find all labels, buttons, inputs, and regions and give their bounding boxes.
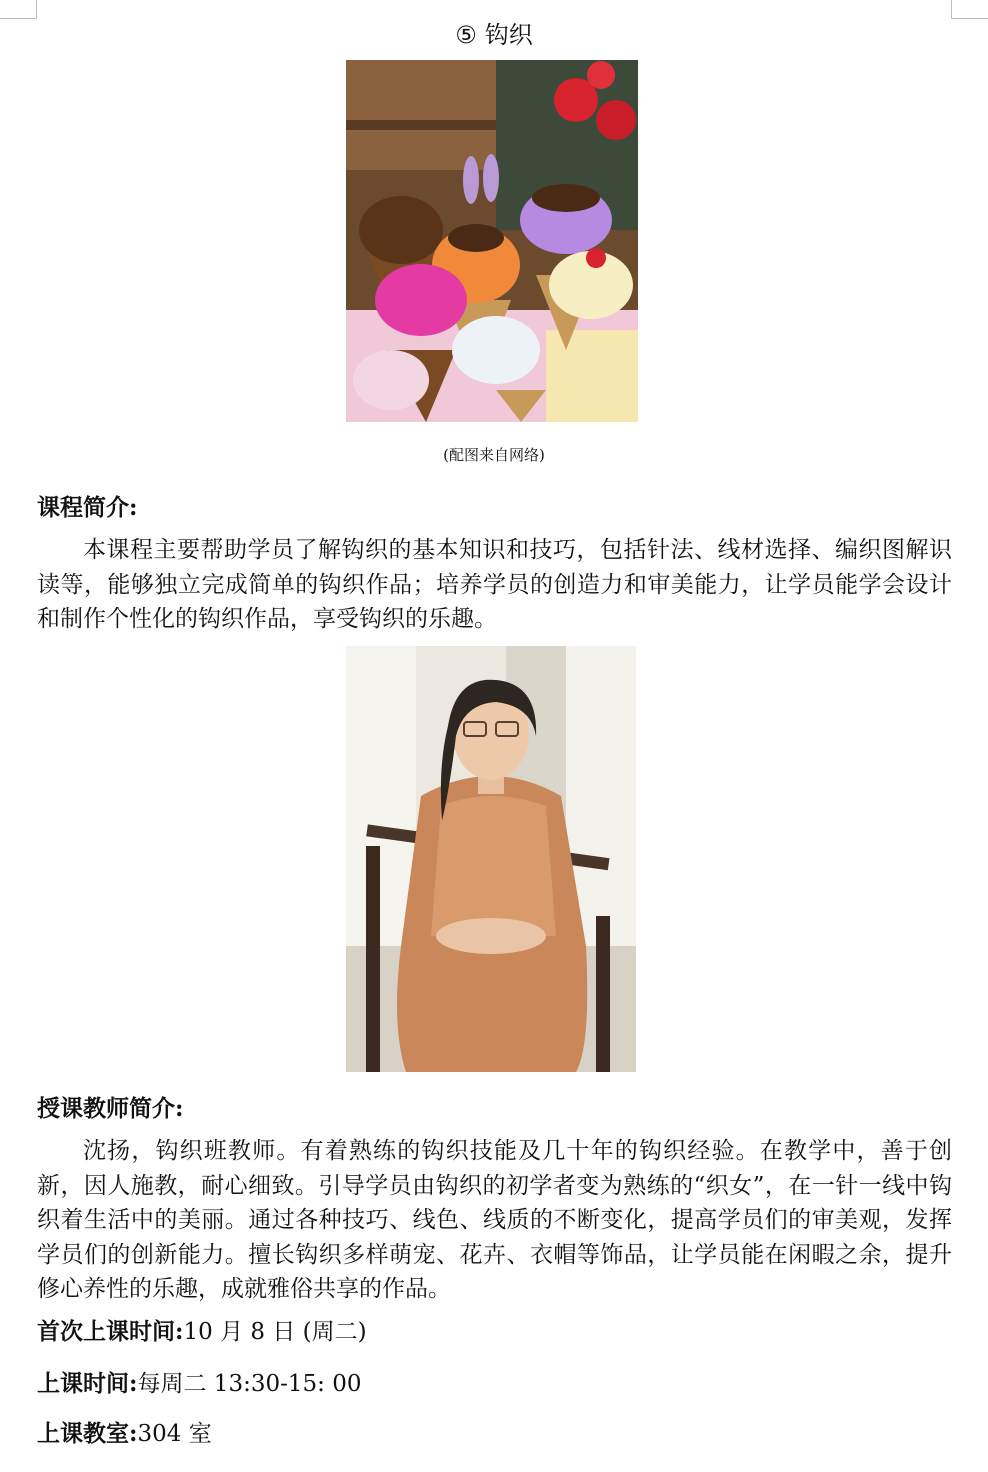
- image-caption: (配图来自网络): [443, 446, 545, 464]
- section-number: ⑤: [455, 21, 477, 49]
- first-class-time-label: 首次上课时间:: [37, 1318, 184, 1345]
- first-class-time-value: 10 月 8 日 (周二): [183, 1319, 367, 1345]
- class-time-value: 每周二 13:30-15: 00: [137, 1371, 362, 1397]
- first-class-time: [37, 1316, 367, 1348]
- classroom-label: 上课教室:: [37, 1420, 138, 1447]
- section-title: 钩织: [484, 21, 533, 49]
- class-time: [37, 1368, 361, 1400]
- crochet-ice-cream-photo: [346, 60, 638, 422]
- class-time-label: 上课时间:: [37, 1370, 138, 1397]
- classroom: [37, 1418, 212, 1450]
- page-corner-mark-right: [951, 0, 988, 19]
- teacher-portrait-photo: [346, 646, 636, 1072]
- teacher-intro-title: 授课教师简介:: [37, 1095, 184, 1122]
- teacher-intro-text: 沈扬，钩织班教师。有着熟练的钩织技能及几十年的钩织经验。在教学中，善于创新，因人施教，耐心细致。引导学员由钩织的初学者变为熟练的“织女”，在一针一线中钩织着生活中的美丽。通过各种技巧、线色、线质的不断变化，提高学员们的审美观，发挥学员们的创新能力。擅长钩织多样萌宠、花卉、衣帽等饰品，让学员能在闲暇之余，提升修心养性的乐趣，成就雅俗共享的作品。: [37, 1138, 952, 1302]
- page-corner-mark-left: [0, 0, 37, 19]
- course-intro-title: 课程简介:: [37, 494, 138, 521]
- section-heading: [0, 18, 988, 52]
- course-intro-text: 本课程主要帮助学员了解钩织的基本知识和技巧，包括针法、线材选择、编织图解识读等，能够独立完成简单的钩织作品；培养学员的创造力和审美能力，让学员能学会设计和制作个性化的钩织作品，享受钩织的乐趣。: [37, 537, 952, 632]
- classroom-value: 304 室: [137, 1421, 212, 1447]
